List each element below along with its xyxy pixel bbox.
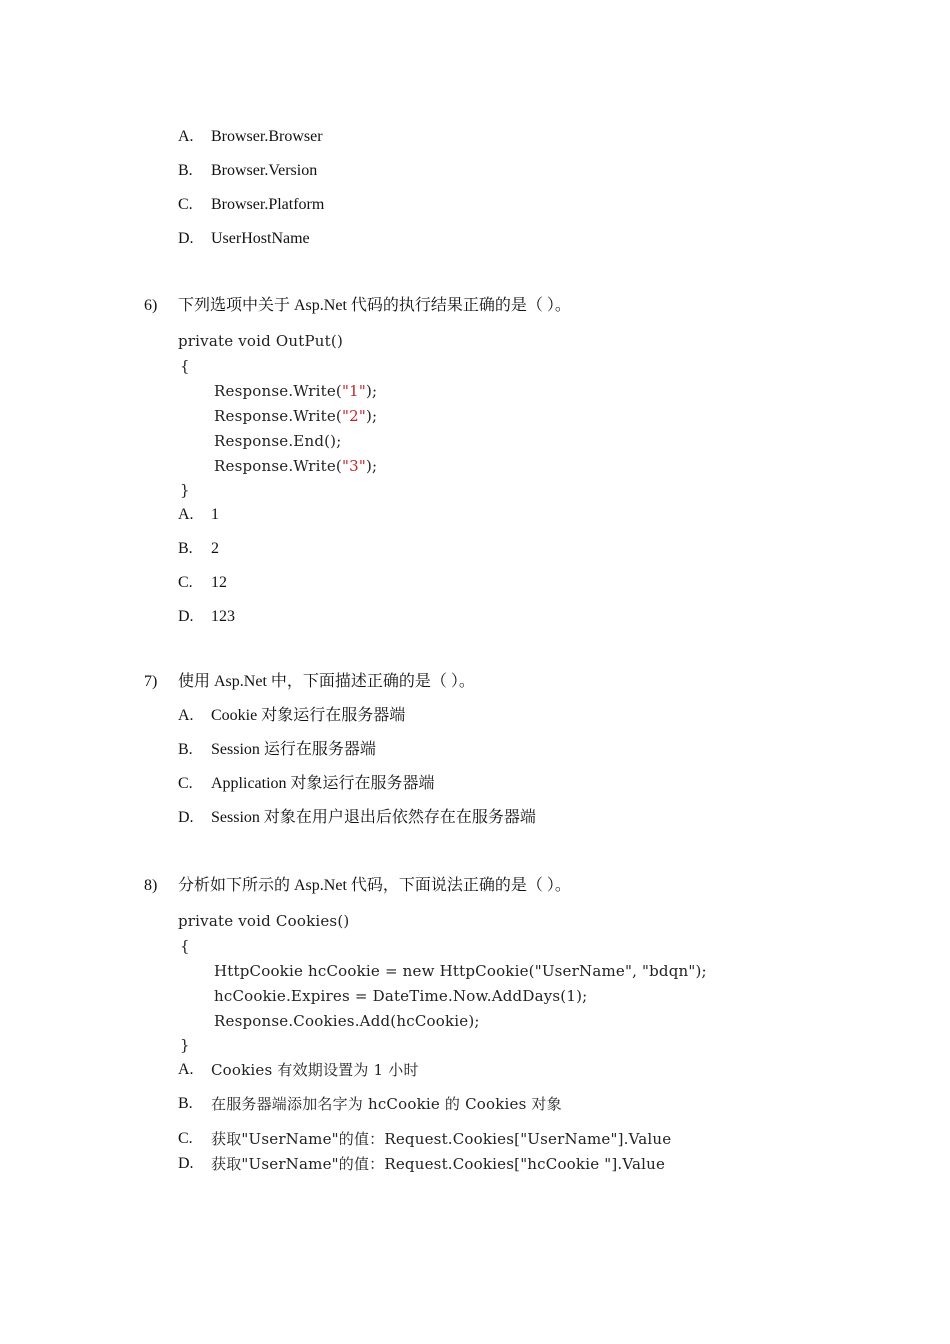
q8-code-line: Response.Cookies.Add(hcCookie); [214, 1012, 480, 1030]
q5-option-d-mark: D. [178, 230, 194, 247]
q8-code-open-brace: { [180, 937, 190, 955]
q7-option-a-text: Cookie 对象运行在服务器端 [211, 707, 406, 724]
q7-option-c-mark: C. [178, 775, 193, 792]
q6-option-b-mark: B. [178, 540, 193, 557]
q6-code-line: Response.Write("3"); [214, 457, 378, 475]
q6-option-c-text: 12 [211, 574, 227, 591]
q5-option-a-mark: A. [178, 128, 194, 145]
q5-option-a-text: Browser.Browser [211, 128, 323, 145]
q6-code-line: Response.End(); [214, 432, 342, 450]
q6-option-d-text: 123 [211, 608, 235, 625]
q8-option-b-text: 在服务器端添加名字为 hcCookie 的 Cookies 对象 [211, 1095, 562, 1113]
q6-code-close-brace: } [180, 481, 190, 499]
q8-option-b-mark: B. [178, 1095, 193, 1112]
q6-number: 6) [144, 297, 158, 314]
q7-number: 7) [144, 673, 158, 690]
q8-code-close-brace: } [180, 1036, 190, 1054]
q6-code-line: Response.Write("1"); [214, 382, 378, 400]
q6-code-line: Response.Write("2"); [214, 407, 378, 425]
q6-code-open-brace: { [180, 357, 190, 375]
q6-option-d-mark: D. [178, 608, 194, 625]
q8-code-line: HttpCookie hcCookie = new HttpCookie("UserName", "bdqn"); [214, 962, 707, 980]
q5-option-c-text: Browser.Platform [211, 196, 325, 213]
q5-option-d-text: UserHostName [211, 230, 310, 247]
q6-question: 下列选项中关于 Asp.Net 代码的执行结果正确的是（ ）。 [178, 297, 571, 314]
q5-option-b-text: Browser.Version [211, 162, 318, 179]
q5-option-c-mark: C. [178, 196, 193, 213]
q6-option-a-text: 1 [211, 506, 219, 523]
q6-option-b-text: 2 [211, 540, 219, 557]
q7-question: 使用 Asp.Net 中，下面描述正确的是（ ）。 [178, 673, 475, 690]
q7-option-a-mark: A. [178, 707, 194, 724]
q7-option-c-text: Application 对象运行在服务器端 [211, 775, 435, 792]
q8-option-d-mark: D. [178, 1155, 194, 1172]
q6-option-c-mark: C. [178, 574, 193, 591]
q8-code-line: hcCookie.Expires = DateTime.Now.AddDays(1); [214, 987, 588, 1005]
q7-option-b-text: Session 运行在服务器端 [211, 741, 376, 758]
q8-option-a-mark: A. [178, 1061, 194, 1078]
q8-option-d-text: 获取"UserName"的值：Request.Cookies["hcCookie "].Value [211, 1155, 666, 1173]
q8-option-c-mark: C. [178, 1130, 193, 1147]
q5-option-b-mark: B. [178, 162, 193, 179]
q7-option-d-mark: D. [178, 809, 194, 826]
q8-code-signature: private void Cookies() [178, 912, 350, 930]
q8-option-c-text: 获取"UserName"的值：Request.Cookies["UserName"].Value [211, 1130, 672, 1148]
q6-code-signature: private void OutPut() [178, 332, 344, 350]
q8-question: 分析如下所示的 Asp.Net 代码，下面说法正确的是（ ）。 [178, 877, 571, 894]
q7-option-b-mark: B. [178, 741, 193, 758]
q6-option-a-mark: A. [178, 506, 194, 523]
q7-option-d-text: Session 对象在用户退出后依然存在在服务器端 [211, 809, 536, 826]
q8-number: 8) [144, 877, 158, 894]
q8-option-a-text: Cookies 有效期设置为 1 小时 [211, 1061, 419, 1079]
